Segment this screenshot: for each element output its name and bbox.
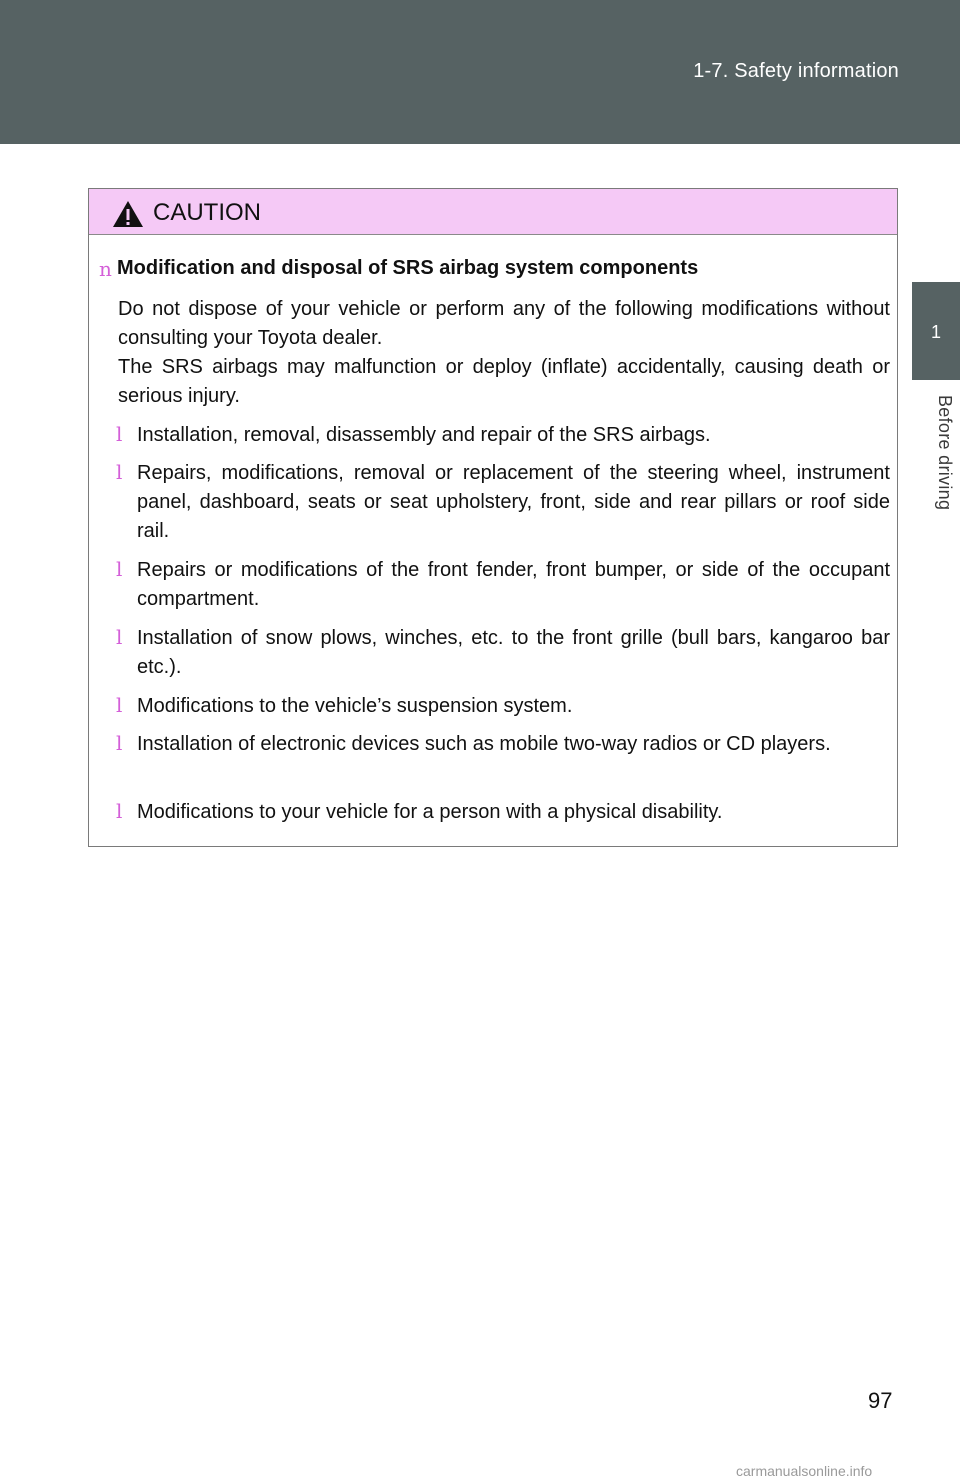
caution-box	[88, 188, 898, 847]
bullet-item: Repairs or modifications of the front fender, front bumper, or side of the occupant compartment.	[137, 559, 890, 610]
chapter-number: 1	[930, 322, 941, 342]
bullet-item: Installation of electronic devices such as mobile two-way radios or CD players.	[137, 733, 831, 755]
section-title: 1-7. Safety information	[693, 60, 899, 82]
caution-paragraph-2: The SRS airbags may malfunction or deploy (inflate) accidentally, causing death or serious injury.	[118, 356, 890, 407]
bullet-marker: l	[116, 693, 123, 717]
bullet-item: Modifications to the vehicle’s suspension system.	[137, 695, 573, 717]
caution-paragraph-1: Do not dispose of your vehicle or perform any of the following modifications without consulting your Toyota dealer.	[118, 298, 890, 349]
bullet-item: Modifications to your vehicle for a person with a physical disability.	[137, 801, 723, 823]
bullet-marker: l	[116, 625, 123, 649]
caution-heading: Modification and disposal of SRS airbag system components	[117, 257, 699, 279]
heading-marker: n	[99, 257, 112, 281]
chapter-tab[interactable]	[912, 282, 960, 380]
caution-title: CAUTION	[153, 199, 261, 226]
bullet-marker: l	[116, 422, 123, 446]
page-header	[0, 0, 960, 144]
bullet-marker: l	[116, 799, 123, 823]
bullet-item: Repairs, modifications, removal or replacement of the steering wheel, instrument panel, dashboard, seats or seat upholstery, front, side and rear pillars or roof side rail.	[137, 462, 890, 542]
page-number: 97	[868, 1388, 893, 1413]
bullet-marker: l	[116, 731, 123, 755]
chapter-label: Before driving	[935, 395, 955, 511]
bullet-item: Installation of snow plows, winches, etc. to the front grille (bull bars, kangaroo bar etc.).	[137, 627, 890, 678]
warning-triangle-icon	[111, 199, 145, 229]
bullet-marker: l	[116, 460, 123, 484]
bullet-marker: l	[116, 557, 123, 581]
watermark: carmanualsonline.info	[736, 1463, 873, 1479]
bullet-item: Installation, removal, disassembly and repair of the SRS airbags.	[137, 424, 711, 446]
caution-header	[89, 189, 897, 235]
